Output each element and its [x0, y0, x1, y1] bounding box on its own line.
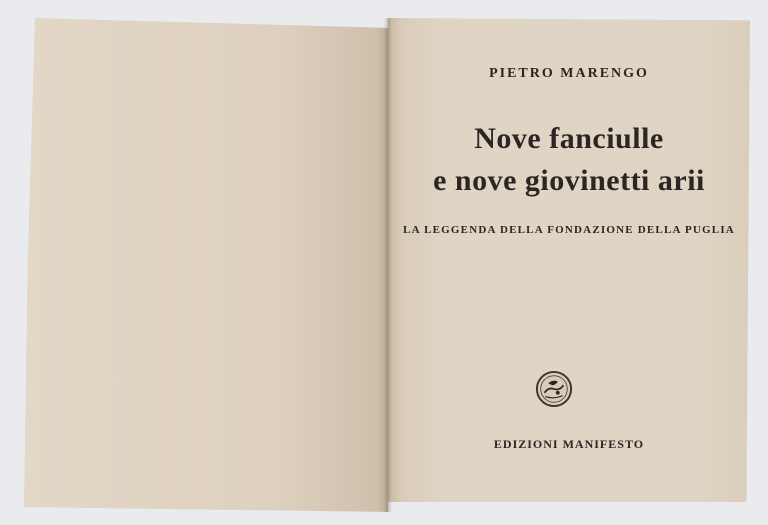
title-line-2: e nove giovinetti arii: [433, 164, 705, 197]
title-page: [388, 18, 750, 502]
book-title: [388, 118, 750, 202]
title-line-1: Nove fanciulle: [474, 122, 664, 155]
publisher-seal-icon: [535, 370, 573, 408]
book-subtitle: LA LEGGENDA DELLA FONDAZIONE DELLA PUGLIA: [403, 224, 735, 236]
left-blank-page: [24, 18, 388, 512]
author-name: PIETRO MARENGO: [489, 66, 649, 81]
publisher-name: EDIZIONI MANIFESTO: [493, 437, 645, 451]
